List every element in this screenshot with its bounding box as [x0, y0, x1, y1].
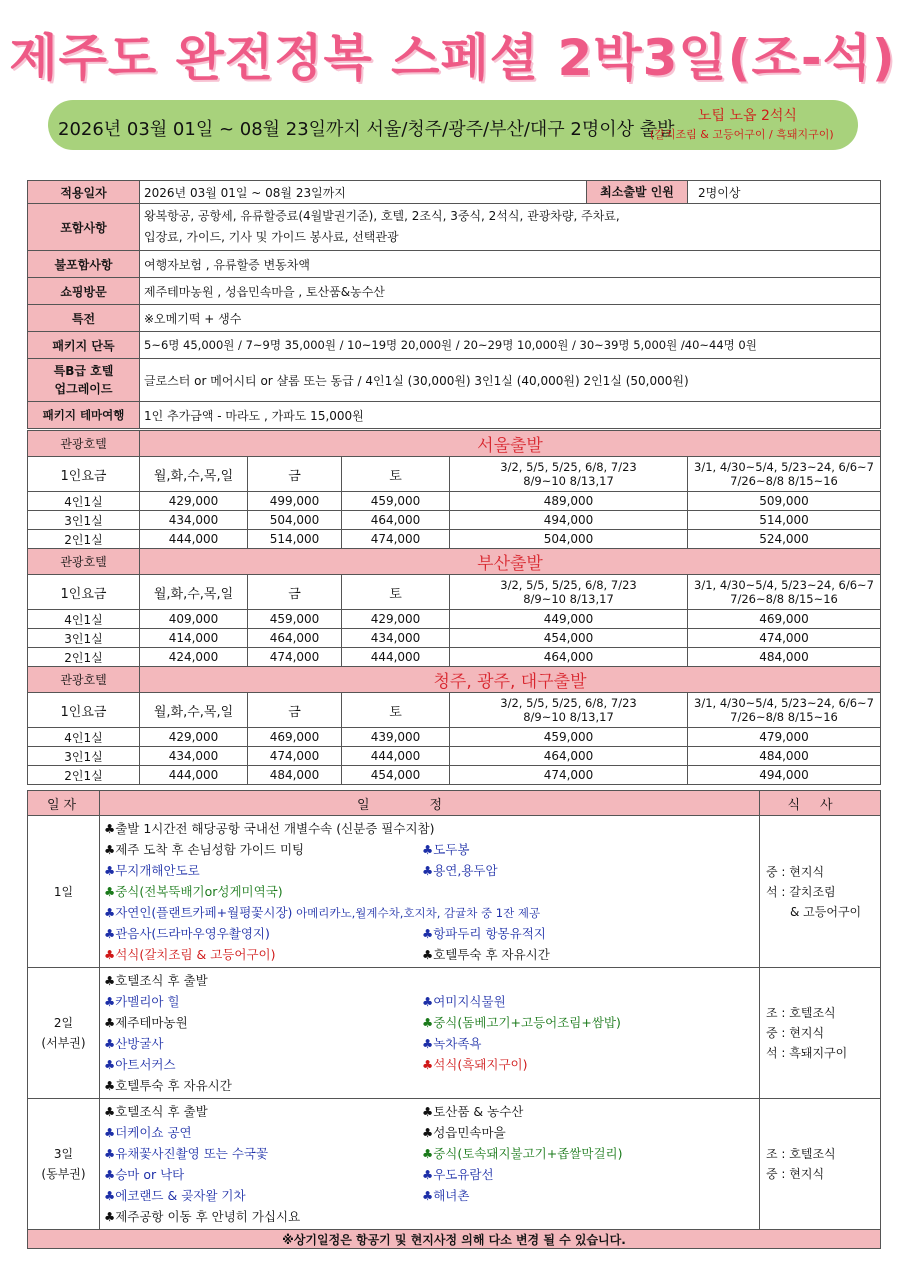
col-fri: 금: [248, 693, 342, 728]
col-sat: 토: [342, 457, 450, 492]
incl-line: 입장료, 가이드, 기사 및 가이드 봉사료, 선택관광: [144, 230, 399, 244]
room-type: 3인1실: [28, 629, 140, 648]
theme-label: 패키지 테마여행: [28, 402, 140, 429]
price-cell: 434,000: [140, 747, 248, 766]
plan-line: ♣호텔투숙 후 자유시간: [104, 1078, 232, 1093]
col-peak1-line: 3/2, 5/5, 5/25, 6/8, 7/23: [500, 460, 637, 474]
price-cell: 459,000: [342, 492, 450, 511]
room-type: 2인1실: [28, 766, 140, 785]
price-cell: 494,000: [450, 511, 688, 530]
plan-item: ♣호텔투숙 후 자유시간: [422, 947, 550, 962]
price-cell: 444,000: [342, 648, 450, 667]
plan-item: ♣더케이쇼 공연: [104, 1125, 192, 1140]
col-peak1-line: 8/9~10 8/13,17: [523, 592, 614, 606]
price-cell: 409,000: [140, 610, 248, 629]
period-value: [140, 181, 688, 204]
plan-item: ♣용연,용두암: [422, 863, 498, 878]
banner-text: 2026년 03월 01일 ~ 08월 23일까지 서울/청주/광주/부산/대구 2명이상 출발: [58, 119, 675, 140]
plan-item: ♣우도유람선: [422, 1167, 494, 1182]
meal-item: 석 : 흑돼지구이: [766, 1046, 848, 1060]
perk-label: 특전: [28, 305, 140, 332]
excl-label: 불포함사항: [28, 251, 140, 278]
single-value: 5~6명 45,000원 / 7~9명 35,000원 / 10~19명 20,000원 / 20~29명 10,000원 / 30~39명 5,000원 /40~44명 0원: [140, 332, 881, 359]
perk-value: ※오메기떡 + 생수: [140, 305, 881, 332]
plan-line: [104, 1143, 755, 1164]
plan-line: [104, 839, 755, 860]
upgrade-label-line: 업그레이드: [54, 382, 113, 396]
plan-line: [104, 1122, 755, 1143]
price-cell: 429,000: [140, 728, 248, 747]
plan-item: 아메리카노,월계수차,호지차, 감귤차 중 1잔 제공: [292, 906, 541, 920]
banner-note-detail: (갈치조림 & 고등어구이 / 흑돼지구이): [650, 128, 834, 141]
col-weekday: 월,화,수,목,일: [140, 457, 248, 492]
day-label: 2일: [53, 1016, 74, 1030]
plan-line: [104, 1012, 755, 1033]
info-table: [27, 180, 881, 429]
incl-value: [140, 204, 881, 251]
room-type: 2인1실: [28, 648, 140, 667]
room-type: 4인1실: [28, 610, 140, 629]
plan-line: [104, 902, 755, 923]
plan-line: [104, 1101, 755, 1122]
col-weekday: 월,화,수,목,일: [140, 693, 248, 728]
room-type: 2인1실: [28, 530, 140, 549]
plan-item: ♣유채꽃사진촬영 또는 수국꽃: [104, 1146, 269, 1161]
day1-plan: [100, 816, 760, 968]
incl-label: 포함사항: [28, 204, 140, 251]
price-cell: 444,000: [342, 747, 450, 766]
section-name: 청주, 광주, 대구출발: [140, 667, 881, 693]
period-label: 적용일자: [28, 181, 140, 204]
room-type: 3인1실: [28, 511, 140, 530]
day-label: 3일: [53, 1147, 74, 1161]
price-cell: 469,000: [248, 728, 342, 747]
sched-header-plan: 일정: [100, 791, 760, 816]
plan-item: ♣제주테마농원: [104, 1015, 188, 1030]
day3-label: [28, 1099, 100, 1230]
hotel-label: 관광호텔: [28, 667, 140, 693]
price-cell: 454,000: [342, 766, 450, 785]
price-cell: 464,000: [450, 747, 688, 766]
plan-line: ♣호텔조식 후 출발: [104, 973, 208, 988]
price-cell: 474,000: [342, 530, 450, 549]
price-cell: 439,000: [342, 728, 450, 747]
price-cell: 484,000: [248, 766, 342, 785]
day2-plan: [100, 968, 760, 1099]
banner-note: 노팁 노옵 2석식: [698, 108, 797, 124]
price-cell: 464,000: [450, 648, 688, 667]
plan-item: ♣승마 or 낙타: [104, 1167, 185, 1182]
col-peak2-line: 7/26~8/8 8/15~16: [730, 474, 838, 488]
price-cell: 434,000: [342, 629, 450, 648]
plan-item: ♣석식(갈치조림 & 고등어구이): [104, 947, 276, 962]
price-cell: 454,000: [450, 629, 688, 648]
plan-line: [104, 1033, 755, 1054]
plan-item: ♣석식(흑돼지구이): [422, 1057, 528, 1072]
section-name: 서울출발: [140, 431, 881, 457]
plan-line: [104, 1054, 755, 1075]
price-cell: 474,000: [248, 648, 342, 667]
schedule-footer: ※상기일정은 항공기 및 현지사정 의해 다소 변경 될 수 있습니다.: [28, 1230, 881, 1249]
upgrade-label: [28, 359, 140, 402]
price-cell: 429,000: [140, 492, 248, 511]
plan-item: ♣카멜리아 힐: [104, 994, 180, 1009]
day1-label: 1일: [28, 816, 100, 968]
room-type: 3인1실: [28, 747, 140, 766]
col-fri: 금: [248, 575, 342, 610]
fare-label: 1인요금: [28, 575, 140, 610]
price-cell: 499,000: [248, 492, 342, 511]
col-peak2-line: 3/1, 4/30~5/4, 5/23~24, 6/6~7: [694, 578, 874, 592]
fare-label: 1인요금: [28, 693, 140, 728]
shop-value: 제주테마농원 , 성읍민속마을 , 토산품&농수산: [140, 278, 881, 305]
fare-label: 1인요금: [28, 457, 140, 492]
price-cell: 524,000: [688, 530, 881, 549]
section-name: 부산출발: [140, 549, 881, 575]
plan-line: [104, 923, 755, 944]
room-type: 4인1실: [28, 492, 140, 511]
price-cell: 489,000: [450, 492, 688, 511]
price-cell: 474,000: [688, 629, 881, 648]
price-cell: 484,000: [688, 648, 881, 667]
col-peak1-line: 8/9~10 8/13,17: [523, 474, 614, 488]
plan-item: ♣에코랜드 & 곶자왈 기차: [104, 1188, 246, 1203]
col-weekday: 월,화,수,목,일: [140, 575, 248, 610]
plan-item: ♣항파두리 항몽유적지: [422, 926, 546, 941]
plan-item: ♣성읍민속마을: [422, 1125, 506, 1140]
price-cell: 474,000: [450, 766, 688, 785]
price-cell: 474,000: [248, 747, 342, 766]
col-peak2-line: 3/1, 4/30~5/4, 5/23~24, 6/6~7: [694, 696, 874, 710]
price-cell: 429,000: [342, 610, 450, 629]
price-cell: 444,000: [140, 766, 248, 785]
schedule-table: [27, 790, 881, 1249]
price-cell: 444,000: [140, 530, 248, 549]
price-cell: 434,000: [140, 511, 248, 530]
plan-line: [104, 991, 755, 1012]
price-cell: 459,000: [248, 610, 342, 629]
col-peak2: [688, 693, 881, 728]
day3-meal: [760, 1099, 881, 1230]
price-cell: 514,000: [248, 530, 342, 549]
price-table: [27, 430, 881, 785]
plan-line: ♣출발 1시간전 해당공항 국내선 개별수속 (신분증 필수지참): [104, 821, 435, 836]
meal-item: & 고등어구이: [790, 904, 862, 919]
col-sat: 토: [342, 693, 450, 728]
plan-line: [104, 1185, 755, 1206]
plan-line: ♣제주공항 이동 후 안녕히 가십시요: [104, 1209, 301, 1224]
price-cell: 414,000: [140, 629, 248, 648]
meal-item: 조 : 호텔조식: [766, 1006, 836, 1020]
price-cell: 464,000: [342, 511, 450, 530]
day2-meal: [760, 968, 881, 1099]
price-cell: 449,000: [450, 610, 688, 629]
theme-value: 1인 추가금액 - 마라도 , 가파도 15,000원: [140, 402, 881, 429]
plan-item: ♣산방굴사: [104, 1036, 164, 1051]
meal-item: 중 : 현지식: [766, 1026, 825, 1040]
plan-item: ♣도두봉: [422, 842, 470, 857]
meal-item: 조 : 호텔조식: [766, 1147, 836, 1161]
price-cell: 424,000: [140, 648, 248, 667]
col-peak1-line: 3/2, 5/5, 5/25, 6/8, 7/23: [500, 696, 637, 710]
excl-value: 여행자보험 , 유류할증 변동차액: [140, 251, 881, 278]
col-peak2-line: 7/26~8/8 8/15~16: [730, 592, 838, 606]
plan-line: [104, 944, 755, 965]
incl-line: 왕복항공, 공항세, 유류할증료(4월발권기준), 호텔, 2조식, 3중식, 2석식, 관광차량, 주차료,: [144, 209, 620, 223]
min-value: 2명이상: [688, 181, 881, 204]
col-peak1: [450, 457, 688, 492]
plan-item: ♣녹차족욕: [422, 1036, 482, 1051]
plan-item: ♣자연인(플랜트카페+월평꽃시장): [104, 905, 293, 920]
day3-plan: [100, 1099, 760, 1230]
price-cell: 504,000: [248, 511, 342, 530]
upgrade-label-line: 특B급 호텔: [53, 364, 114, 378]
hotel-label: 관광호텔: [28, 431, 140, 457]
price-cell: 469,000: [688, 610, 881, 629]
price-cell: 484,000: [688, 747, 881, 766]
price-cell: 459,000: [450, 728, 688, 747]
plan-item: ♣여미지식물원: [422, 994, 506, 1009]
plan-item: ♣관음사(드라마우영우촬영지): [104, 926, 270, 941]
sched-header-day: 일자: [28, 791, 100, 816]
hotel-label: 관광호텔: [28, 549, 140, 575]
min-label: 최소출발 인원: [586, 181, 687, 203]
plan-item: ♣중식(토속돼지불고기+좁쌀막걸리): [422, 1146, 623, 1161]
price-cell: 514,000: [688, 511, 881, 530]
price-cell: 504,000: [450, 530, 688, 549]
col-peak2: [688, 457, 881, 492]
col-sat: 토: [342, 575, 450, 610]
plan-line: [104, 1164, 755, 1185]
day1-meal: [760, 816, 881, 968]
price-cell: 509,000: [688, 492, 881, 511]
col-peak1-line: 3/2, 5/5, 5/25, 6/8, 7/23: [500, 578, 637, 592]
meal-item: 중 : 현지식: [766, 1167, 825, 1181]
col-peak2-line: 7/26~8/8 8/15~16: [730, 710, 838, 724]
room-type: 4인1실: [28, 728, 140, 747]
day2-label: [28, 968, 100, 1099]
price-cell: 464,000: [248, 629, 342, 648]
plan-item: ♣호텔조식 후 출발: [104, 1104, 208, 1119]
price-cell: 479,000: [688, 728, 881, 747]
plan-item: ♣해녀촌: [422, 1188, 470, 1203]
col-peak2: [688, 575, 881, 610]
plan-line: [104, 860, 755, 881]
plan-item: ♣무지개해안도로: [104, 863, 200, 878]
meal-item: 석 : 갈치조림: [766, 884, 836, 899]
plan-line: ♣중식(전복뚝배기or성게미역국): [104, 884, 283, 899]
plan-item: ♣토산품 & 농수산: [422, 1104, 524, 1119]
upgrade-value: 글로스터 or 메어시티 or 샬롬 또는 동급 / 4인1실 (30,000원) 3인1실 (40,000원) 2인1실 (50,000원): [140, 359, 881, 402]
page-title: 제주도 완전정복 스페셜 2박3일(조-석): [9, 29, 896, 87]
day-sub: (서부권): [41, 1036, 86, 1050]
plan-item: ♣중식(돔베고기+고등어조림+쌈밥): [422, 1015, 621, 1030]
period-text: 2026년 03월 01일 ~ 08월 23일까지: [144, 185, 346, 200]
price-cell: 494,000: [688, 766, 881, 785]
col-peak1: [450, 575, 688, 610]
col-peak1: [450, 693, 688, 728]
day-sub: (동부권): [41, 1167, 86, 1181]
col-peak2-line: 3/1, 4/30~5/4, 5/23~24, 6/6~7: [694, 460, 874, 474]
plan-item: ♣제주 도착 후 손님성함 가이드 미팅: [104, 842, 305, 857]
sched-header-meal: 식사: [760, 791, 881, 816]
col-fri: 금: [248, 457, 342, 492]
single-label: 패키지 단독: [28, 332, 140, 359]
plan-item: ♣아트서커스: [104, 1057, 176, 1072]
shop-label: 쇼핑방문: [28, 278, 140, 305]
meal-item: 중 : 현지식: [766, 864, 825, 879]
col-peak1-line: 8/9~10 8/13,17: [523, 710, 614, 724]
